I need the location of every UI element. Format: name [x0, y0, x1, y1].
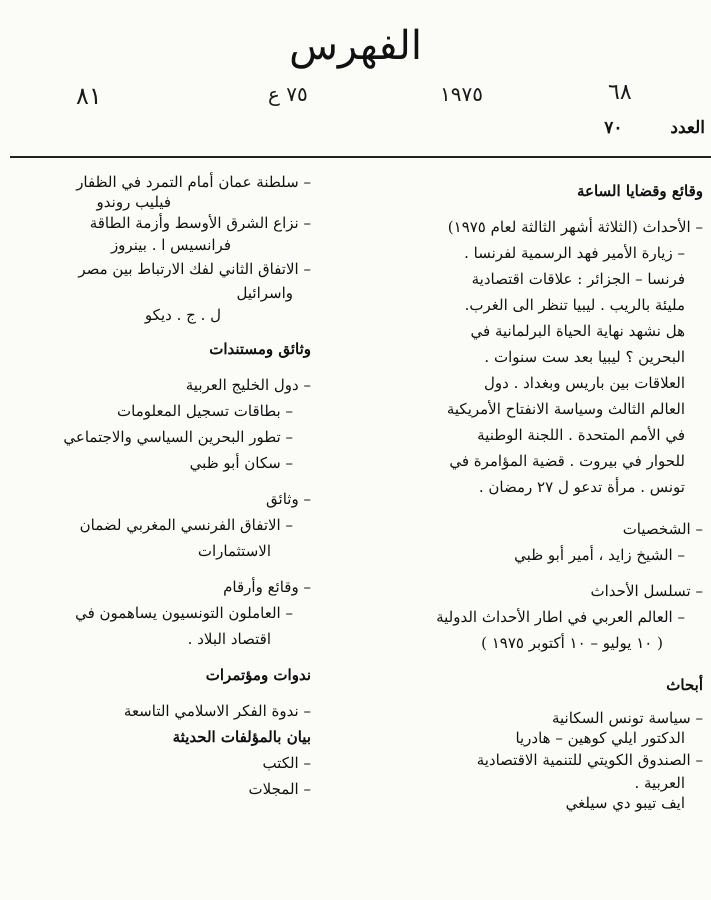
- toc-entry: – بطاقات تسجيل المعلومات: [11, 398, 311, 424]
- toc-entry: – سكان أبو ظبي: [11, 450, 311, 476]
- issue-number: ٧٠: [604, 118, 623, 138]
- issue-line: [604, 118, 705, 138]
- handwritten-page-number-right: ٦٨: [608, 80, 632, 105]
- section-title: وقائع وقضايا الساعة: [576, 182, 703, 200]
- toc-entry: – المجلات: [11, 776, 311, 802]
- toc-entry: – الشيخ زايد ، أمير أبو ظبي: [378, 542, 703, 568]
- toc-entry: – وقائع وأرقام: [11, 574, 311, 600]
- toc-entry: – دول الخليج العربية: [11, 372, 311, 398]
- toc-line: البحرين ؟ ليبيا بعد ست سنوات .: [484, 348, 685, 366]
- toc-line: العلاقات بين باريس وبغداد . دول: [484, 374, 685, 392]
- handwritten-year: ١٩٧٥: [440, 82, 483, 106]
- toc-entry: – الاتفاق الثاني لفك الارتباط بين مصر: [11, 256, 311, 282]
- toc-entry: – العاملون التونسيون يساهمون في: [11, 600, 311, 626]
- handwritten-page-number-left: ٨١: [76, 82, 102, 110]
- issue-label: العدد: [670, 118, 705, 138]
- toc-entry: – سياسة تونس السكانية: [378, 708, 703, 728]
- toc-entry: – الأحداث (الثلاثة أشهر الثالثة لعام ١٩٧٥): [378, 214, 703, 240]
- toc-line: هل نشهد نهاية الحياة البرلمانية في: [470, 322, 685, 340]
- toc-author: فرانسيس ا . بينروز: [110, 236, 231, 254]
- toc-line: ( ١٠ يوليو – ١٠ أكتوبر ١٩٧٥ ): [481, 634, 663, 652]
- toc-entry: – تسلسل الأحداث: [378, 578, 703, 604]
- toc-line: واسرائيل: [236, 284, 293, 302]
- section-title: بيان بالمؤلفات الحديثة: [172, 728, 311, 746]
- header-divider: [10, 156, 711, 158]
- toc-author: ايف تيبو دي سيلغي: [565, 794, 685, 812]
- section-title: وثائق ومستندات: [209, 340, 311, 358]
- toc-entry: – سلطنة عمان أمام التمرد في الظفار: [11, 172, 311, 192]
- toc-line: مليئة بالريب . ليبيا تنظر الى الغرب.: [464, 296, 685, 314]
- toc-line: العالم الثالث وسياسة الانفتاح الأمريكية: [446, 400, 685, 418]
- toc-line: فرنسا – الجزائر : علاقات اقتصادية: [471, 270, 685, 288]
- toc-entry: – الصندوق الكويتي للتنمية الاقتصادية: [378, 748, 703, 772]
- toc-line: في الأمم المتحدة . اللجنة الوطنية: [477, 426, 685, 444]
- toc-entry: – ندوة الفكر الاسلامي التاسعة: [11, 698, 311, 724]
- page-title: الفهرس: [289, 23, 422, 69]
- toc-line: اقتصاد البلاد .: [187, 630, 271, 648]
- toc-line: تونس . مرأة تدعو ل ٢٧ رمضان .: [478, 478, 685, 496]
- section-title: ندوات ومؤتمرات: [205, 666, 311, 684]
- toc-entry: – وثائق: [11, 486, 311, 512]
- toc-author: الدكتور ايلي كوهين – هادريا: [515, 729, 685, 747]
- toc-line: الاستثمارات: [197, 542, 271, 560]
- toc-line: للحوار في بيروت . قضية المؤامرة في: [449, 452, 685, 470]
- toc-entry: – العالم العربي في اطار الأحداث الدولية: [378, 604, 703, 630]
- handwritten-note: ٧٥ ع: [268, 82, 308, 106]
- toc-entry: – تطور البحرين السياسي والاجتماعي: [11, 424, 311, 450]
- toc-entry: – الاتفاق الفرنسي المغربي لضمان: [11, 512, 311, 538]
- toc-author: ل . ج . ديكو: [144, 306, 221, 324]
- toc-right-column: [378, 178, 703, 812]
- toc-entry: – الشخصيات: [378, 516, 703, 542]
- toc-line: العربية .: [634, 774, 685, 792]
- toc-left-column: [11, 172, 311, 802]
- toc-line: – زيارة الأمير فهد الرسمية لفرنسا .: [464, 244, 685, 262]
- toc-author: فيليب روندو: [96, 193, 171, 211]
- section-title: أبحاث: [666, 676, 703, 694]
- toc-entry: – الكتب: [11, 750, 311, 776]
- toc-entry: – نزاع الشرق الأوسط وأزمة الطاقة: [11, 212, 311, 234]
